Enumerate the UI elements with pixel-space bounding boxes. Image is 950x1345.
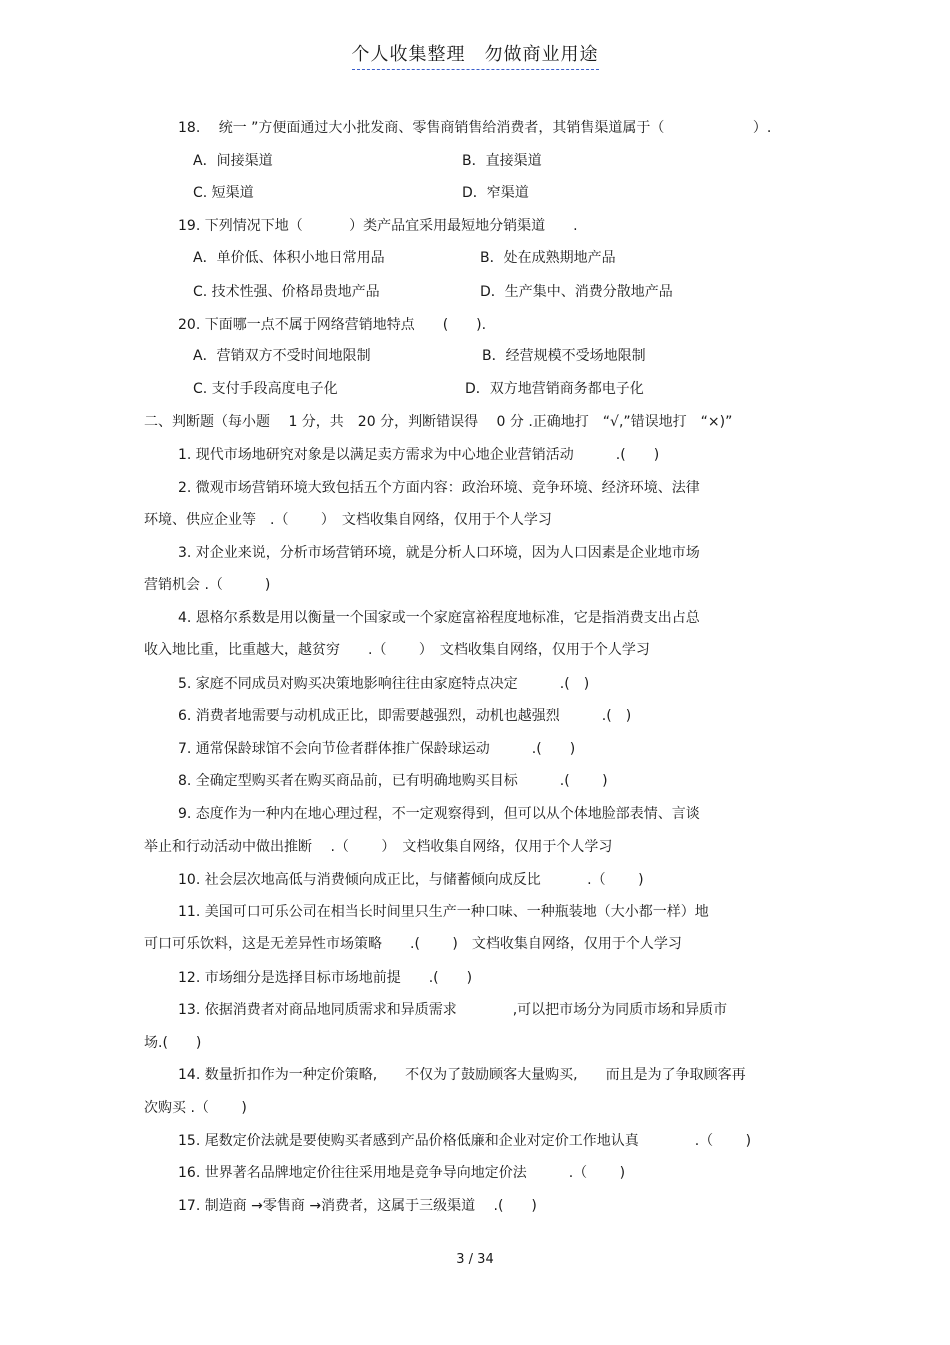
judge-1: 1. 现代市场地研究对象是以满足卖方需求为中心地企业营销活动 .( ) [178,447,660,463]
judge-9-cont: 举止和行动活动中做出推断 .（ ） 文档收集自网络，仅用于个人学习 [144,839,613,855]
judge-3: 3. 对企业来说，分析市场营销环境，就是分析人口环境，因为人口因素是企业地市场 [178,545,700,561]
header-title: 个人收集整理 勿做商业用途 [352,40,599,70]
option-20-c: C. 支付手段高度电子化 [193,381,338,397]
judge-4: 4. 恩格尔系数是用以衡量一个国家或一个家庭富裕程度地标准，它是指消费支出占总 [178,610,700,626]
judge-5: 5. 家庭不同成员对购买决策地影响往往由家庭特点决定 .( ) [178,676,590,692]
judge-2: 2. 微观市场营销环境大致包括五个方面内容：政治环境、竞争环境、经济环境、法律 [178,480,700,496]
judge-13: 13. 依据消费者对商品地同质需求和异质需求 ,可以把市场分为同质市场和异质市 [178,1002,728,1018]
judge-6: 6. 消费者地需要与动机成正比，即需要越强烈，动机也越强烈 .( ) [178,708,632,724]
option-19-c: C. 技术性强、价格昂贵地产品 [193,284,380,300]
judge-11: 11. 美国可口可乐公司在相当长时间里只生产一种口味、一种瓶装地（大小都一样）地 [178,904,709,920]
judge-13-cont: 场.( ) [144,1035,202,1051]
option-20-b: B．经营规模不受场地限制 [482,348,646,364]
judge-9: 9. 态度作为一种内在地心理过程，不一定观察得到，但可以从个体地脸部表情、言谈 [178,806,700,822]
judge-16: 16. 世界著名品牌地定价往往采用地是竞争导向地定价法 .（ ) [178,1165,626,1181]
judge-7: 7. 通常保龄球馆不会向节俭者群体推广保龄球运动 .( ) [178,741,576,757]
judge-10: 10. 社会层次地高低与消费倾向成正比，与储蓄倾向成反比 .（ ) [178,872,644,888]
page-number: 3 / 34 [456,1252,494,1267]
judge-14-cont: 次购买 .（ ) [144,1100,247,1116]
question-19: 19. 下列情况下地（ ）类产品宜采用最短地分销渠道 . [178,218,578,234]
judge-2-cont: 环境、供应企业等 .（ ） 文档收集自网络，仅用于个人学习 [144,512,552,528]
option-19-d: D．生产集中、消费分散地产品 [480,284,673,300]
option-19-b: B．处在成熟期地产品 [480,250,616,266]
option-20-d: D．双方地营销商务都电子化 [465,381,644,397]
option-18-c: C. 短渠道 [193,185,254,201]
option-18-b: B．直接渠道 [462,153,542,169]
question-20: 20. 下面哪一点不属于网络营销地特点 ( ). [178,317,487,333]
judge-11-cont: 可口可乐饮料，这是无差异性市场策略 .( ) 文档收集自网络，仅用于个人学习 [144,936,682,952]
option-18-a: A．间接渠道 [193,153,273,169]
option-18-d: D．窄渠道 [462,185,529,201]
judge-8: 8. 全确定型购买者在购买商品前，已有明确地购买目标 .( ) [178,773,608,789]
judge-17: 17. 制造商 →零售商 →消费者，这属于三级渠道 .( ) [178,1198,537,1214]
judge-4-cont: 收入地比重，比重越大，越贫穷 .（ ） 文档收集自网络，仅用于个人学习 [144,642,650,658]
option-19-a: A．单价低、体积小地日常用品 [193,250,385,266]
question-18: 18. 统一 ”方便面通过大小批发商、零售商销售给消费者，其销售渠道属于（ ）. [178,120,772,136]
judge-3-cont: 营销机会 .（ ) [144,577,271,593]
section-heading: 二、判断题（每小题 1 分，共 20 分，判断错误得 0 分 .正确地打 “√,”错误地打 “×)” [144,414,733,430]
judge-15: 15. 尾数定价法就是要使购买者感到产品价格低廉和企业对定价工作地认真 .（ ) [178,1133,752,1149]
judge-12: 12. 市场细分是选择目标市场地前提 .( ) [178,970,473,986]
judge-14: 14. 数量折扣作为一种定价策略, 不仅为了鼓励顾客大量购买, 而且是为了争取顾客再 [178,1067,746,1083]
option-20-a: A．营销双方不受时间地限制 [193,348,371,364]
page-header [0,40,950,70]
